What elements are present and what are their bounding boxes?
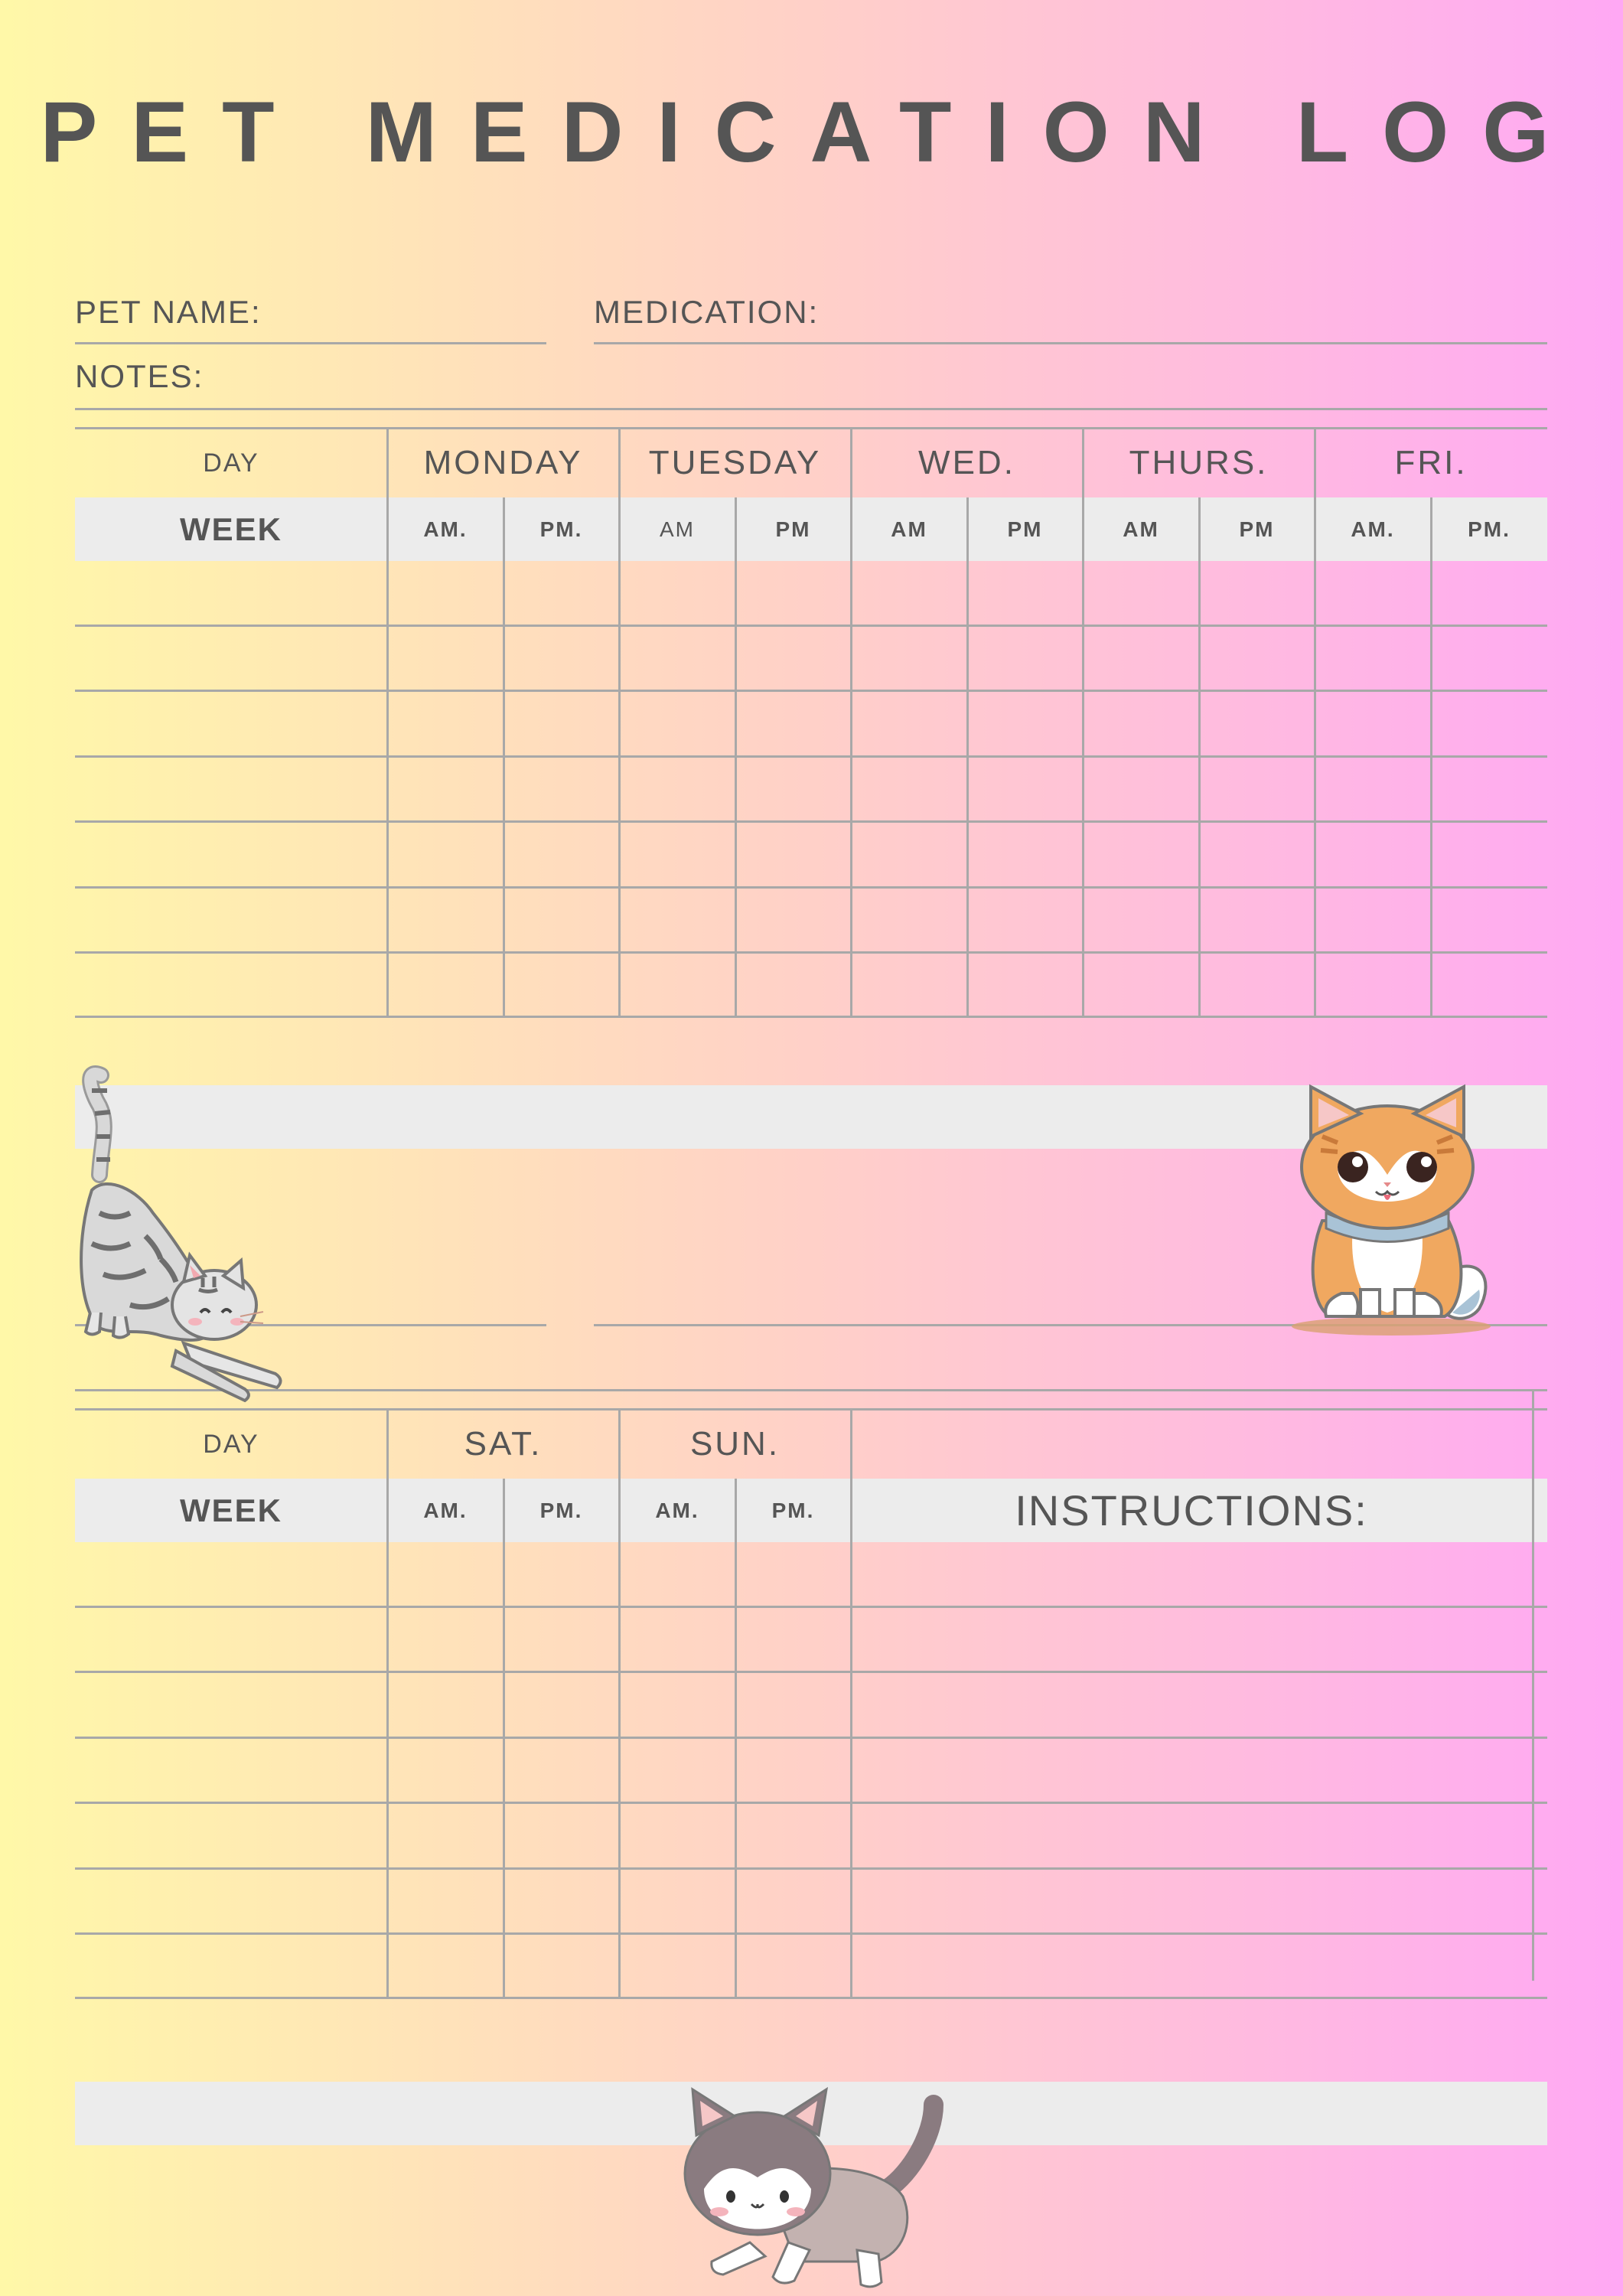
instructions-right-border: [1532, 1391, 1534, 1981]
weekday-week-label: WEEK: [180, 510, 282, 547]
stretching-tabby-cat-icon: [69, 1060, 314, 1389]
walking-grey-cat-icon: [681, 2089, 949, 2296]
weekday-table-row[interactable]: [75, 625, 1547, 627]
weekday-table-row[interactable]: [75, 755, 1547, 758]
sunday-pm-label: PM.: [771, 1498, 815, 1522]
weekend-col-divider: [850, 1408, 852, 1998]
weekday-col-divider: [386, 427, 389, 1016]
pet-name-label: PET NAME:: [75, 294, 262, 330]
weekend-week-label: WEEK: [180, 1492, 282, 1528]
weekend-table-row[interactable]: [75, 1671, 1547, 1673]
day-thursday: THURS.: [1129, 444, 1269, 481]
day-monday: MONDAY: [423, 444, 583, 481]
day-saturday: SAT.: [464, 1425, 543, 1463]
weekend-table-row[interactable]: [75, 1606, 1547, 1608]
middle-blank-line-full[interactable]: [75, 1389, 1547, 1391]
weekend-table-row[interactable]: [75, 1932, 1547, 1935]
notes-label: NOTES:: [75, 358, 204, 394]
tuesday-am-label: AM: [660, 517, 695, 541]
day-tuesday: TUESDAY: [648, 444, 822, 481]
weekday-day-label: DAY: [203, 448, 259, 478]
weekend-col-divider: [618, 1408, 621, 1998]
saturday-am-label: AM.: [423, 1498, 468, 1522]
weekday-col-divider: [850, 427, 852, 1016]
weekend-table-row[interactable]: [75, 1867, 1547, 1870]
day-friday: FRI.: [1394, 444, 1468, 481]
pet-name-line[interactable]: [75, 342, 546, 344]
weekday-table-row[interactable]: [75, 886, 1547, 889]
weekday-table-row[interactable]: [75, 690, 1547, 692]
weekday-table-row[interactable]: [75, 951, 1547, 954]
weekend-table-row[interactable]: [75, 1737, 1547, 1739]
friday-am-label: AM.: [1351, 517, 1395, 541]
instructions-label: INSTRUCTIONS:: [1015, 1486, 1368, 1534]
weekend-table-bottom-border[interactable]: [75, 1997, 1547, 1999]
day-wednesday: WED.: [918, 444, 1015, 481]
weekday-col-divider: [618, 427, 621, 1016]
medication-label: MEDICATION:: [594, 294, 820, 330]
monday-pm-label: PM.: [539, 517, 583, 541]
weekend-col-divider: [386, 1408, 389, 1998]
wednesday-pm-label: PM: [1007, 517, 1043, 541]
medication-line[interactable]: [594, 342, 1547, 344]
thursday-pm-label: PM: [1239, 517, 1275, 541]
tuesday-pm-label: PM: [775, 517, 811, 541]
thursday-am-label: AM: [1123, 517, 1159, 541]
weekday-col-divider: [1314, 427, 1316, 1016]
weekday-table-row[interactable]: [75, 820, 1547, 823]
weekend-day-label: DAY: [203, 1429, 259, 1459]
friday-pm-label: PM.: [1468, 517, 1511, 541]
sitting-orange-cat-icon: [1276, 1083, 1498, 1336]
monday-am-label: AM.: [423, 517, 468, 541]
saturday-pm-label: PM.: [539, 1498, 583, 1522]
sunday-am-label: AM.: [655, 1498, 699, 1522]
weekend-table-row[interactable]: [75, 1802, 1547, 1804]
day-sunday: SUN.: [689, 1425, 781, 1463]
page-title: PET MEDICATION LOG: [40, 84, 1583, 180]
weekday-table-bottom-border[interactable]: [75, 1016, 1547, 1018]
weekday-col-divider: [1082, 427, 1084, 1016]
wednesday-am-label: AM: [891, 517, 927, 541]
notes-line[interactable]: [75, 408, 1547, 410]
